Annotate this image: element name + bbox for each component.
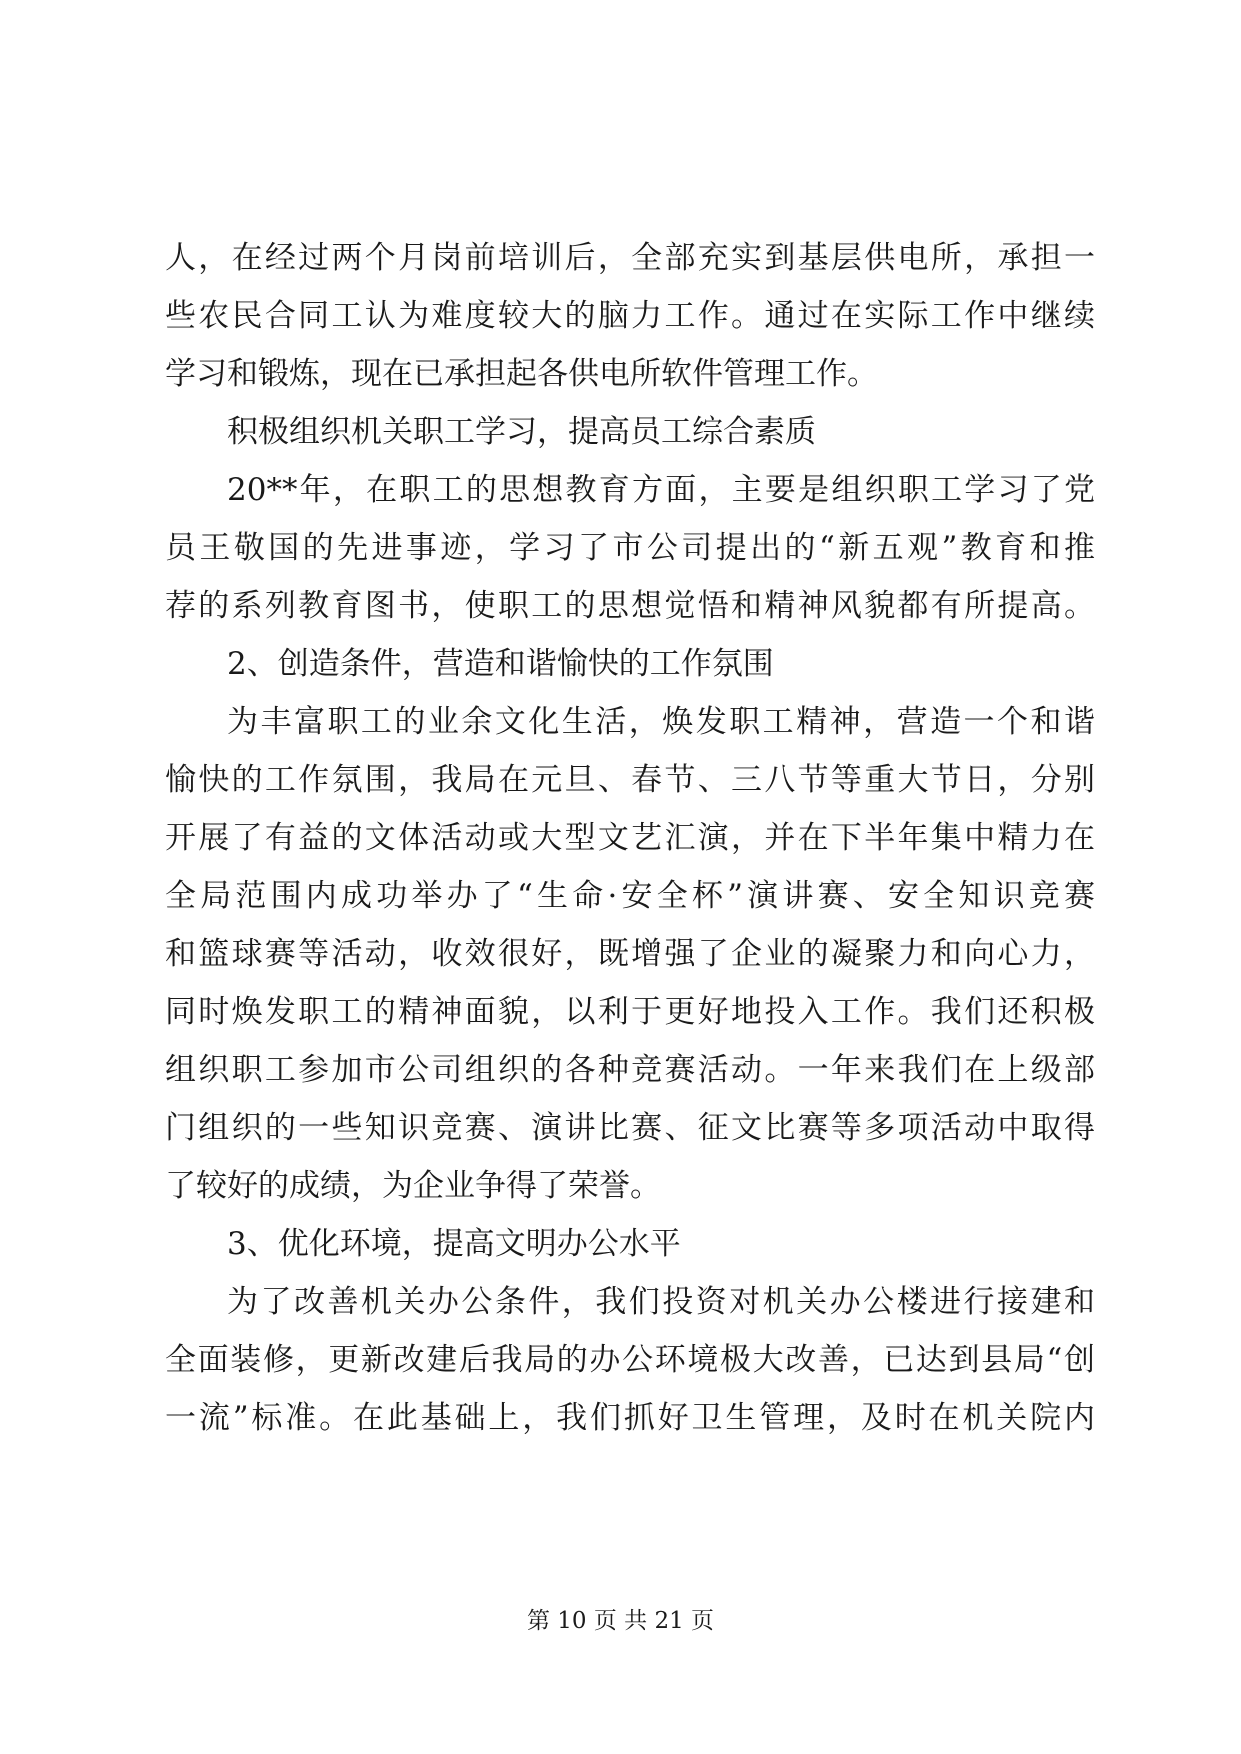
- text-line: 员王敬国的先进事迹，学习了市公司提出的“新五观”教育和推: [165, 530, 1095, 566]
- text-line: 学习和锻炼，现在已承担起各供电所软件管理工作。: [165, 356, 878, 392]
- text-line: 开展了有益的文体活动或大型文艺汇演，并在下半年集中精力在: [165, 820, 1095, 856]
- section-heading: 积极组织机关职工学习，提高员工综合素质: [227, 414, 816, 450]
- text-line: 了较好的成绩，为企业争得了荣誉。: [165, 1168, 661, 1204]
- text-line: 20**年，在职工的思想教育方面，主要是组织职工学习了党: [227, 472, 1095, 508]
- text-line: 荐的系列教育图书，使职工的思想觉悟和精神风貌都有所提高。: [165, 588, 1095, 624]
- text-line: 人，在经过两个月岗前培训后，全部充实到基层供电所，承担一: [165, 240, 1095, 276]
- text-line: 门组织的一些知识竞赛、演讲比赛、征文比赛等多项活动中取得: [165, 1110, 1095, 1146]
- text-line: 一流”标准。在此基础上，我们抓好卫生管理，及时在机关院内: [165, 1400, 1095, 1436]
- page-footer: [0, 1606, 1241, 1636]
- text-line: 和篮球赛等活动，收效很好，既增强了企业的凝聚力和向心力，: [165, 936, 1095, 972]
- text-line: 全局范围内成功举办了“生命·安全杯”演讲赛、安全知识竞赛: [165, 878, 1095, 914]
- text-line: 为了改善机关办公条件，我们投资对机关办公楼进行接建和: [227, 1284, 1095, 1320]
- text-line: 愉快的工作氛围，我局在元旦、春节、三八节等重大节日，分别: [165, 762, 1095, 798]
- page-number: 第 10 页 共 21 页: [526, 1608, 715, 1634]
- text-line: 组织职工参加市公司组织的各种竞赛活动。一年来我们在上级部: [165, 1052, 1095, 1088]
- text-line: 同时焕发职工的精神面貌，以利于更好地投入工作。我们还积极: [165, 994, 1095, 1030]
- document-body: [165, 229, 1095, 1447]
- section-heading: 2、创造条件，营造和谐愉快的工作氛围: [227, 646, 774, 682]
- section-heading: 3、优化环境，提高文明办公水平: [227, 1226, 681, 1262]
- text-line: 为丰富职工的业余文化生活，焕发职工精神，营造一个和谐: [227, 704, 1095, 740]
- text-line: 全面装修，更新改建后我局的办公环境极大改善，已达到县局“创: [165, 1342, 1095, 1378]
- text-line: 些农民合同工认为难度较大的脑力工作。通过在实际工作中继续: [165, 298, 1095, 334]
